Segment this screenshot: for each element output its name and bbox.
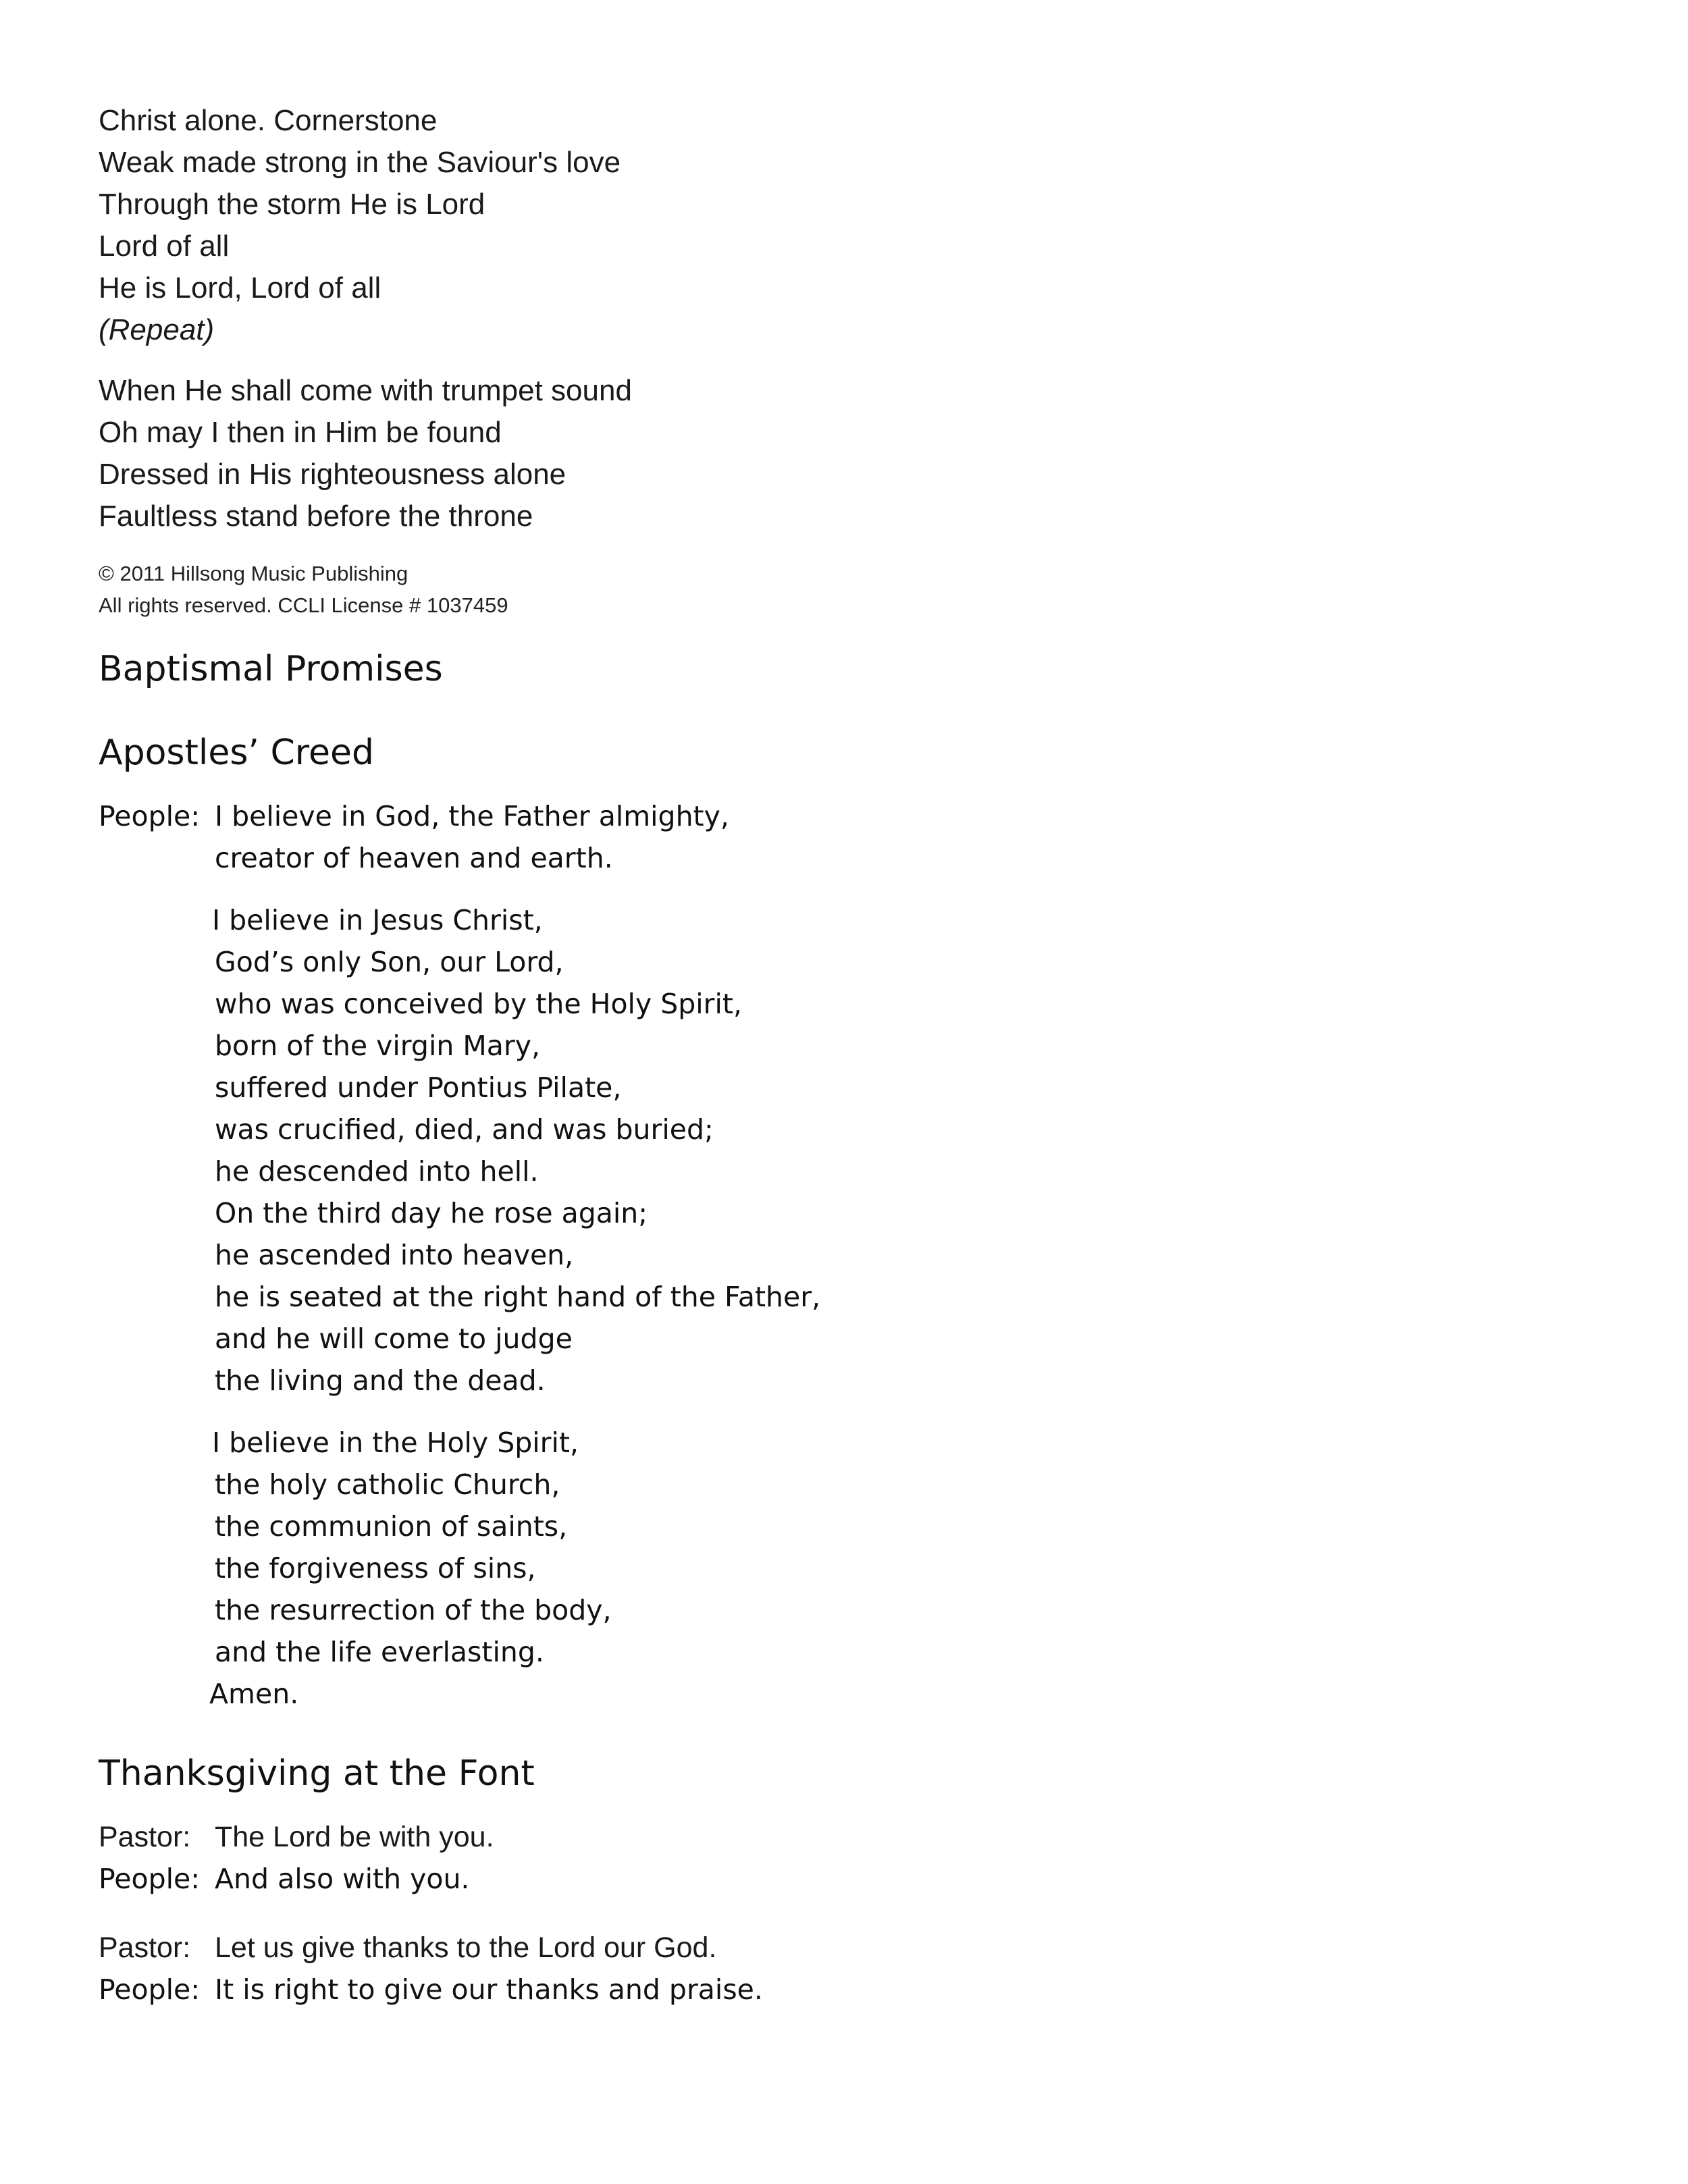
lyric-line: Lord of all: [99, 230, 230, 263]
lyric-line: Through the storm He is Lord: [99, 188, 485, 221]
creed-line: he descended into hell.: [215, 1155, 539, 1188]
pastor-label: Pastor:: [99, 1821, 191, 1853]
creed-line: the communion of saints,: [215, 1510, 568, 1543]
lyric-line: Oh may I then in Him be found: [99, 416, 502, 449]
dialogue-exchange-2: [99, 1927, 1584, 2010]
people-label: People:: [99, 1973, 201, 2006]
creed-line: the holy catholic Church,: [215, 1468, 560, 1501]
lyric-line: Faultless stand before the throne: [99, 500, 533, 533]
copyright-notice: [99, 558, 1584, 621]
creed-line: I believe in God, the Father almighty,: [215, 800, 729, 832]
creed-line: was crucified, died, and was buried;: [215, 1113, 714, 1146]
section-heading-thanksgiving: Thanksgiving at the Font: [99, 1753, 535, 1794]
bulletin-page: [99, 100, 1584, 2010]
lyric-line: He is Lord, Lord of all: [99, 271, 381, 304]
people-label: People:: [99, 1863, 201, 1895]
section-heading-baptismal-promises: Baptismal Promises: [99, 649, 443, 689]
license-line: All rights reserved. CCLI License # 1037459: [99, 593, 508, 617]
creed-paragraph-3: [99, 1422, 1584, 1715]
creed-line: God’s only Son, our Lord,: [215, 946, 564, 978]
creed-line: creator of heaven and earth.: [215, 842, 613, 874]
creed-line: and the life everlasting.: [215, 1636, 544, 1668]
creed-line: suffered under Pontius Pilate,: [215, 1071, 622, 1104]
creed-line: the resurrection of the body,: [215, 1594, 612, 1626]
pastor-line: Let us give thanks to the Lord our God.: [215, 1932, 717, 1964]
people-line: And also with you.: [215, 1863, 470, 1895]
creed-line: I believe in the Holy Spirit,: [212, 1427, 579, 1459]
song-stanza-2: [99, 370, 1584, 537]
lyric-line: When He shall come with trumpet sound: [99, 374, 632, 407]
creed-line: he ascended into heaven,: [215, 1239, 574, 1271]
creed-line: I believe in Jesus Christ,: [212, 904, 543, 936]
creed-line: On the third day he rose again;: [215, 1197, 648, 1229]
pastor-line: The Lord be with you.: [215, 1821, 494, 1853]
creed-paragraph-1: [99, 795, 1584, 879]
creed-line: and he will come to judge: [215, 1323, 573, 1355]
creed-line: the living and the dead.: [215, 1364, 546, 1397]
dialogue-exchange-1: [99, 1816, 1584, 1900]
creed-amen: Amen.: [209, 1678, 299, 1710]
people-line: It is right to give our thanks and praise.: [215, 1973, 763, 2006]
creed-line: he is seated at the right hand of the Father,: [215, 1281, 821, 1313]
lyric-line: Christ alone. Cornerstone: [99, 104, 438, 137]
creed-line: who was conceived by the Holy Spirit,: [215, 988, 743, 1020]
creed-line: born of the virgin Mary,: [215, 1030, 541, 1062]
lyric-line: Weak made strong in the Saviour's love: [99, 146, 621, 179]
creed-paragraph-2: [99, 899, 1584, 1402]
lyric-line: Dressed in His righteousness alone: [99, 458, 566, 491]
repeat-note: (Repeat): [99, 313, 215, 346]
speaker-label: People:: [99, 800, 201, 832]
creed-line: the forgiveness of sins,: [215, 1552, 536, 1584]
section-heading-apostles-creed: Apostles’ Creed: [99, 733, 375, 773]
pastor-label: Pastor:: [99, 1932, 191, 1964]
copyright-line: © 2011 Hillsong Music Publishing: [99, 562, 408, 585]
song-stanza-1: [99, 100, 1584, 351]
